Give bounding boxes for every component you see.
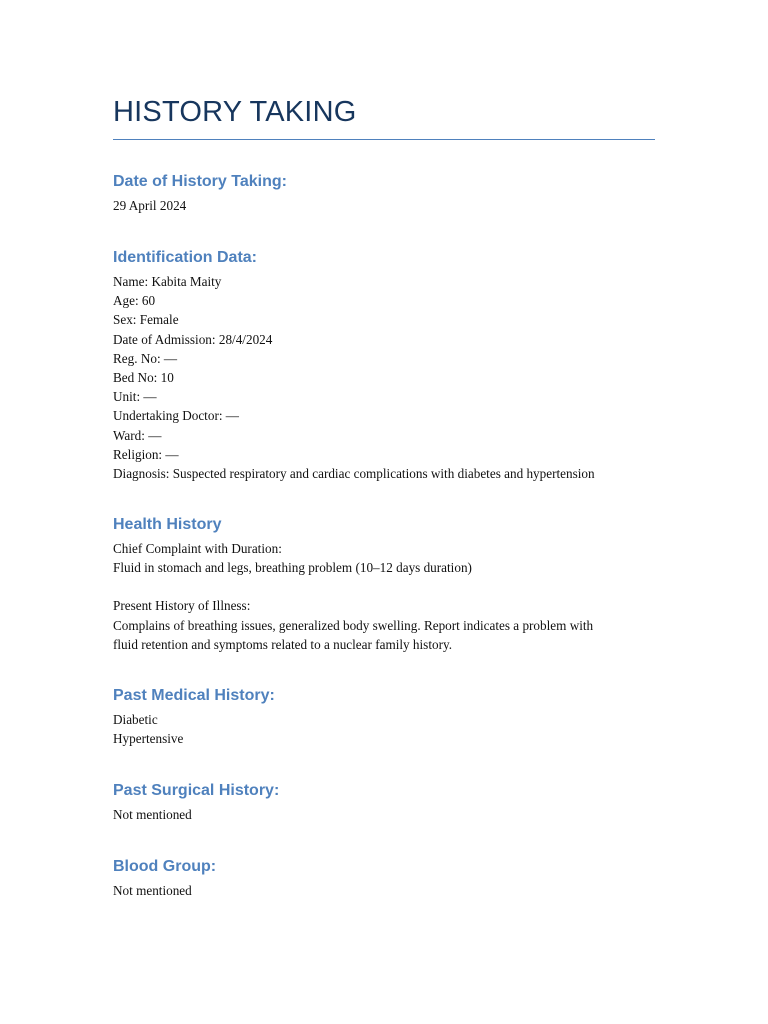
- date-value: 29 April 2024: [113, 198, 187, 213]
- identification-name: Name: Kabita Maity: [113, 274, 222, 289]
- date-section: [113, 172, 673, 215]
- past-medical-item: Hypertensive: [113, 731, 184, 747]
- identification-bed-no: Bed No: 10: [113, 370, 174, 386]
- blood-group-section: [113, 857, 673, 900]
- identification-section: [113, 248, 673, 483]
- past-surgical-section: [113, 781, 673, 824]
- title-underline-divider: [113, 139, 655, 140]
- identification-unit: Unit: —: [113, 389, 157, 405]
- identification-doctor: Undertaking Doctor: —: [113, 408, 239, 424]
- date-heading: Date of History Taking:: [113, 173, 287, 190]
- past-surgical-value: Not mentioned: [113, 807, 192, 822]
- present-history-line: fluid retention and symptoms related to a nuclear family history.: [113, 636, 452, 652]
- chief-complaint-value: Fluid in stomach and legs, breathing problem (10–12 days duration): [113, 560, 472, 576]
- identification-age: Age: 60: [113, 293, 156, 309]
- past-medical-heading: Past Medical History:: [113, 687, 275, 704]
- chief-complaint-label: Chief Complaint with Duration:: [113, 541, 282, 556]
- identification-heading: Identification Data:: [113, 249, 258, 266]
- identification-reg-no: Reg. No: —: [113, 350, 178, 366]
- paragraph-gap: [113, 577, 673, 596]
- health-history-heading: Health History: [113, 516, 222, 533]
- identification-ward: Ward: —: [113, 427, 162, 443]
- past-surgical-heading: Past Surgical History:: [113, 782, 280, 799]
- present-history-line: Complains of breathing issues, generalized body swelling. Report indicates a problem with: [113, 617, 594, 633]
- document-title: HISTORY TAKING: [113, 96, 357, 128]
- identification-sex: Sex: Female: [113, 312, 179, 328]
- blood-group-value: Not mentioned: [113, 883, 192, 898]
- health-history-section: [113, 515, 673, 654]
- blood-group-heading: Blood Group:: [113, 858, 217, 875]
- present-history-label: Present History of Illness:: [113, 598, 251, 614]
- identification-religion: Religion: —: [113, 446, 179, 462]
- identification-admission-date: Date of Admission: 28/4/2024: [113, 331, 273, 347]
- identification-diagnosis: Diagnosis: Suspected respiratory and cardiac complications with diabetes and hypertension: [113, 466, 595, 482]
- past-medical-item: Diabetic: [113, 712, 158, 727]
- past-medical-section: [113, 686, 673, 748]
